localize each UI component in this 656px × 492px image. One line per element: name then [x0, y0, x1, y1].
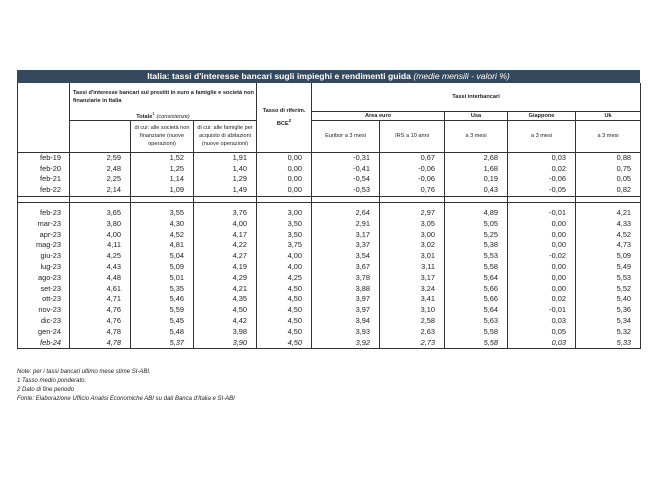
cell-value: 5,64 [445, 305, 508, 316]
cell-value: 3,02 [380, 240, 445, 251]
cell-value: 1,91 [194, 152, 257, 163]
ecb-rate-label: Tasso di riferim. BCE [262, 107, 306, 127]
cell-value: 2,59 [70, 152, 131, 163]
cell-value: 4,00 [194, 219, 257, 230]
cell-value: 5,36 [576, 305, 641, 316]
row-date: feb-24 [18, 338, 70, 349]
row-date: feb-23 [18, 208, 70, 219]
cell-value: 5,45 [131, 316, 194, 327]
cell-value: 0,00 [508, 273, 576, 284]
cell-value: 4,50 [194, 305, 257, 316]
cell-value: 3,65 [70, 208, 131, 219]
cell-value: 3,97 [312, 294, 380, 305]
cell-value: 3,01 [380, 251, 445, 262]
cell-value: -0,53 [312, 185, 380, 196]
annual-rows [18, 152, 641, 196]
cell-value: 2,91 [312, 219, 380, 230]
rates-table [17, 83, 641, 349]
row-date: mag-23 [18, 240, 70, 251]
household-mortgage-header: di cui: alle famiglie per acquisto di abitazioni (nuove operazioni) [194, 120, 257, 152]
cell-value: 4,89 [445, 208, 508, 219]
cell-value: 5,66 [445, 284, 508, 295]
cell-value: 4,76 [70, 316, 131, 327]
cell-value: 5,04 [131, 251, 194, 262]
cell-value: 4,78 [70, 338, 131, 349]
cell-value: 5,40 [576, 294, 641, 305]
cell-value: -0,06 [508, 174, 576, 185]
cell-value: -0,31 [312, 152, 380, 163]
cell-value: 2,25 [70, 174, 131, 185]
uk-header: Uk [576, 111, 641, 120]
table-row [18, 152, 641, 163]
footnote: 2 Dato di fine periodo [17, 387, 75, 393]
cell-value: 5,53 [445, 251, 508, 262]
cell-value: 4,21 [194, 284, 257, 295]
cell-value: 4,00 [257, 262, 312, 273]
cell-value: 5,34 [576, 316, 641, 327]
cell-value: 4,00 [70, 230, 131, 241]
cell-value: 0,00 [508, 262, 576, 273]
cell-value: 2,58 [380, 316, 445, 327]
date-header [18, 83, 70, 152]
cell-value: 3,76 [194, 208, 257, 219]
cell-value: 0,19 [445, 174, 508, 185]
table-row [18, 316, 641, 327]
cell-value: 5,58 [445, 338, 508, 349]
cell-value: 5,32 [576, 327, 641, 338]
cell-value: 1,49 [194, 185, 257, 196]
cell-value: 3,55 [131, 208, 194, 219]
cell-value: 5,01 [131, 273, 194, 284]
irs-header: IRS a 10 anni [380, 120, 445, 152]
cell-value: 4,42 [194, 316, 257, 327]
cell-value: 3,11 [380, 262, 445, 273]
cell-value: 0,00 [257, 185, 312, 196]
cell-value: 4,30 [131, 219, 194, 230]
cell-value: 0,00 [257, 164, 312, 175]
footnote: Fonte: Elaborazione Ufficio Analisi Economiche ABI su dati Banca d'Italia e SI-ABI [17, 396, 235, 402]
cell-value: 3,93 [312, 327, 380, 338]
cell-value: 4,43 [70, 262, 131, 273]
table-row [18, 208, 641, 219]
cell-value: 4,21 [576, 208, 641, 219]
japan-header: Giappone [508, 111, 576, 120]
cell-value: 2,63 [380, 327, 445, 338]
uk-3m-header: a 3 mesi [576, 120, 641, 152]
cell-value: 5,09 [131, 262, 194, 273]
cell-value: 4,35 [194, 294, 257, 305]
cell-value: 4,76 [70, 305, 131, 316]
cell-value: 2,48 [70, 164, 131, 175]
row-date: apr-23 [18, 230, 70, 241]
cell-value: 5,52 [576, 284, 641, 295]
cell-value: 3,94 [312, 316, 380, 327]
cell-value: 5,49 [576, 262, 641, 273]
table-row [18, 174, 641, 185]
cell-value: 5,46 [131, 294, 194, 305]
cell-value: 4,61 [70, 284, 131, 295]
cell-value: 1,68 [445, 164, 508, 175]
table-row [18, 284, 641, 295]
cell-value: 0,00 [508, 219, 576, 230]
cell-value: -0,54 [312, 174, 380, 185]
cell-value: 0,00 [257, 174, 312, 185]
table-row [18, 338, 641, 349]
loans-group-header: Tassi d'interesse bancari sui prestiti in euro a famiglie e società non finanziarie in Italia [70, 83, 257, 111]
row-date: feb-21 [18, 174, 70, 185]
cell-value: 0,05 [508, 327, 576, 338]
table-title: Italia: tassi d'interesse bancari sugli impieghi e rendimenti guida [147, 71, 411, 81]
cell-value: 5,35 [131, 284, 194, 295]
cell-value: 3,88 [312, 284, 380, 295]
rates-table-sheet [17, 70, 640, 349]
cell-value: 0,02 [508, 294, 576, 305]
cell-value: -0,01 [508, 305, 576, 316]
cell-value: 3,05 [380, 219, 445, 230]
cell-value: 2,64 [312, 208, 380, 219]
cell-value: 4,71 [70, 294, 131, 305]
cell-value: 5,58 [445, 327, 508, 338]
cell-value: 5,48 [131, 327, 194, 338]
cell-value: 1,09 [131, 185, 194, 196]
total-note-ref: 1 [152, 111, 155, 116]
cell-value: 4,11 [70, 240, 131, 251]
cell-value: 3,80 [70, 219, 131, 230]
cell-value: 5,38 [445, 240, 508, 251]
cell-value: 3,00 [380, 230, 445, 241]
cell-value: 4,25 [257, 273, 312, 284]
cell-value: 4,50 [257, 327, 312, 338]
section-gap [18, 197, 641, 209]
cell-value: 4,17 [194, 230, 257, 241]
cell-value: 5,64 [445, 273, 508, 284]
table-row [18, 273, 641, 284]
cell-value: 4,29 [194, 273, 257, 284]
cell-value: 4,50 [257, 338, 312, 349]
cell-value: 5,05 [445, 219, 508, 230]
cell-value: 4,27 [194, 251, 257, 262]
cell-value: 4,22 [194, 240, 257, 251]
cell-value: 4,19 [194, 262, 257, 273]
table-row [18, 251, 641, 262]
cell-value: 4,48 [70, 273, 131, 284]
row-date: feb-20 [18, 164, 70, 175]
total-sub-label: (consistenze) [156, 113, 190, 120]
cell-value: 3,50 [257, 230, 312, 241]
cell-value: 0,00 [508, 284, 576, 295]
ecb-rate-header [257, 83, 312, 152]
cell-value: 5,33 [576, 338, 641, 349]
row-date: giu-23 [18, 251, 70, 262]
cell-value: -0,01 [508, 208, 576, 219]
total-label: Totale [136, 113, 153, 120]
cell-value: 5,53 [576, 273, 641, 284]
ecb-note-ref: 2 [288, 117, 292, 123]
cell-value: 4,50 [257, 294, 312, 305]
cell-value: 3,67 [312, 262, 380, 273]
corporate-loans-header: di cui: alle società non finanziarie (nuove operazioni) [131, 120, 194, 152]
euribor-header: Euribor a 3 mesi [312, 120, 380, 152]
row-date: lug-23 [18, 262, 70, 273]
cell-value: 0,00 [257, 152, 312, 163]
cell-value: 3,98 [194, 327, 257, 338]
total-subheader [70, 120, 131, 152]
cell-value: 0,75 [576, 164, 641, 175]
cell-value: 4,00 [257, 251, 312, 262]
cell-value: 3,41 [380, 294, 445, 305]
cell-value: 4,73 [576, 240, 641, 251]
cell-value: 3,97 [312, 305, 380, 316]
cell-value: 3,17 [380, 273, 445, 284]
cell-value: 0,67 [380, 152, 445, 163]
row-date: feb-22 [18, 185, 70, 196]
japan-3m-header: a 3 mesi [508, 120, 576, 152]
cell-value: 0,76 [380, 185, 445, 196]
row-date: gen-24 [18, 327, 70, 338]
table-row [18, 240, 641, 251]
cell-value: 4,50 [257, 316, 312, 327]
cell-value: 0,02 [508, 164, 576, 175]
cell-value: 4,50 [257, 305, 312, 316]
cell-value: 3,50 [257, 219, 312, 230]
table-row [18, 230, 641, 241]
cell-value: 0,82 [576, 185, 641, 196]
row-date: feb-19 [18, 152, 70, 163]
cell-value: 4,33 [576, 219, 641, 230]
cell-value: 0,00 [508, 230, 576, 241]
cell-value: 3,75 [257, 240, 312, 251]
cell-value: 3,00 [257, 208, 312, 219]
cell-value: -0,06 [380, 164, 445, 175]
cell-value: 3,90 [194, 338, 257, 349]
table-title-suffix: (medie mensili - valori %) [413, 71, 510, 81]
cell-value: -0,05 [508, 185, 576, 196]
cell-value: 4,50 [257, 284, 312, 295]
table-row [18, 164, 641, 175]
cell-value: 0,03 [508, 338, 576, 349]
cell-value: 1,29 [194, 174, 257, 185]
cell-value: 1,25 [131, 164, 194, 175]
monthly-rows [18, 208, 641, 349]
cell-value: 3,54 [312, 251, 380, 262]
row-date: nov-23 [18, 305, 70, 316]
interbank-header: Tassi interbancari [312, 83, 641, 111]
cell-value: 3,24 [380, 284, 445, 295]
cell-value: 0,43 [445, 185, 508, 196]
euro-area-header: Area euro [312, 111, 445, 120]
row-date: mar-23 [18, 219, 70, 230]
cell-value: 3,10 [380, 305, 445, 316]
row-date: ott-23 [18, 294, 70, 305]
cell-value: -0,06 [380, 174, 445, 185]
cell-value: 5,59 [131, 305, 194, 316]
cell-value: 0,03 [508, 316, 576, 327]
cell-value: 0,05 [576, 174, 641, 185]
footnotes [17, 368, 235, 404]
cell-value: 5,63 [445, 316, 508, 327]
table-row [18, 294, 641, 305]
table-row [18, 219, 641, 230]
table-row [18, 305, 641, 316]
cell-value: 4,81 [131, 240, 194, 251]
row-date: set-23 [18, 284, 70, 295]
table-row [18, 262, 641, 273]
cell-value: 4,25 [70, 251, 131, 262]
cell-value: 4,52 [576, 230, 641, 241]
cell-value: 5,25 [445, 230, 508, 241]
cell-value: 3,37 [312, 240, 380, 251]
footnote: Note: per i tassi bancari ultimo mese stime SI-ABI. [17, 369, 151, 375]
footnote: 1 Tasso medio ponderato. [17, 378, 87, 384]
table-row [18, 185, 641, 196]
cell-value: -0,02 [508, 251, 576, 262]
table-title-bar [17, 70, 640, 83]
cell-value: 1,14 [131, 174, 194, 185]
cell-value: 2,14 [70, 185, 131, 196]
cell-value: 0,03 [508, 152, 576, 163]
cell-value: 4,52 [131, 230, 194, 241]
row-date: dic-23 [18, 316, 70, 327]
cell-value: 1,40 [194, 164, 257, 175]
usa-3m-header: a 3 mesi [445, 120, 508, 152]
cell-value: 2,73 [380, 338, 445, 349]
cell-value: 4,78 [70, 327, 131, 338]
cell-value: 1,52 [131, 152, 194, 163]
cell-value: 3,78 [312, 273, 380, 284]
cell-value: 5,09 [576, 251, 641, 262]
total-header [70, 111, 257, 120]
cell-value: 5,37 [131, 338, 194, 349]
cell-value: 3,17 [312, 230, 380, 241]
cell-value: 3,92 [312, 338, 380, 349]
cell-value: 2,97 [380, 208, 445, 219]
table-row [18, 327, 641, 338]
row-date: ago-23 [18, 273, 70, 284]
cell-value: 5,66 [445, 294, 508, 305]
cell-value: 2,68 [445, 152, 508, 163]
cell-value: 0,00 [508, 240, 576, 251]
cell-value: 0,88 [576, 152, 641, 163]
cell-value: 5,58 [445, 262, 508, 273]
usa-header: Usa [445, 111, 508, 120]
cell-value: -0,41 [312, 164, 380, 175]
